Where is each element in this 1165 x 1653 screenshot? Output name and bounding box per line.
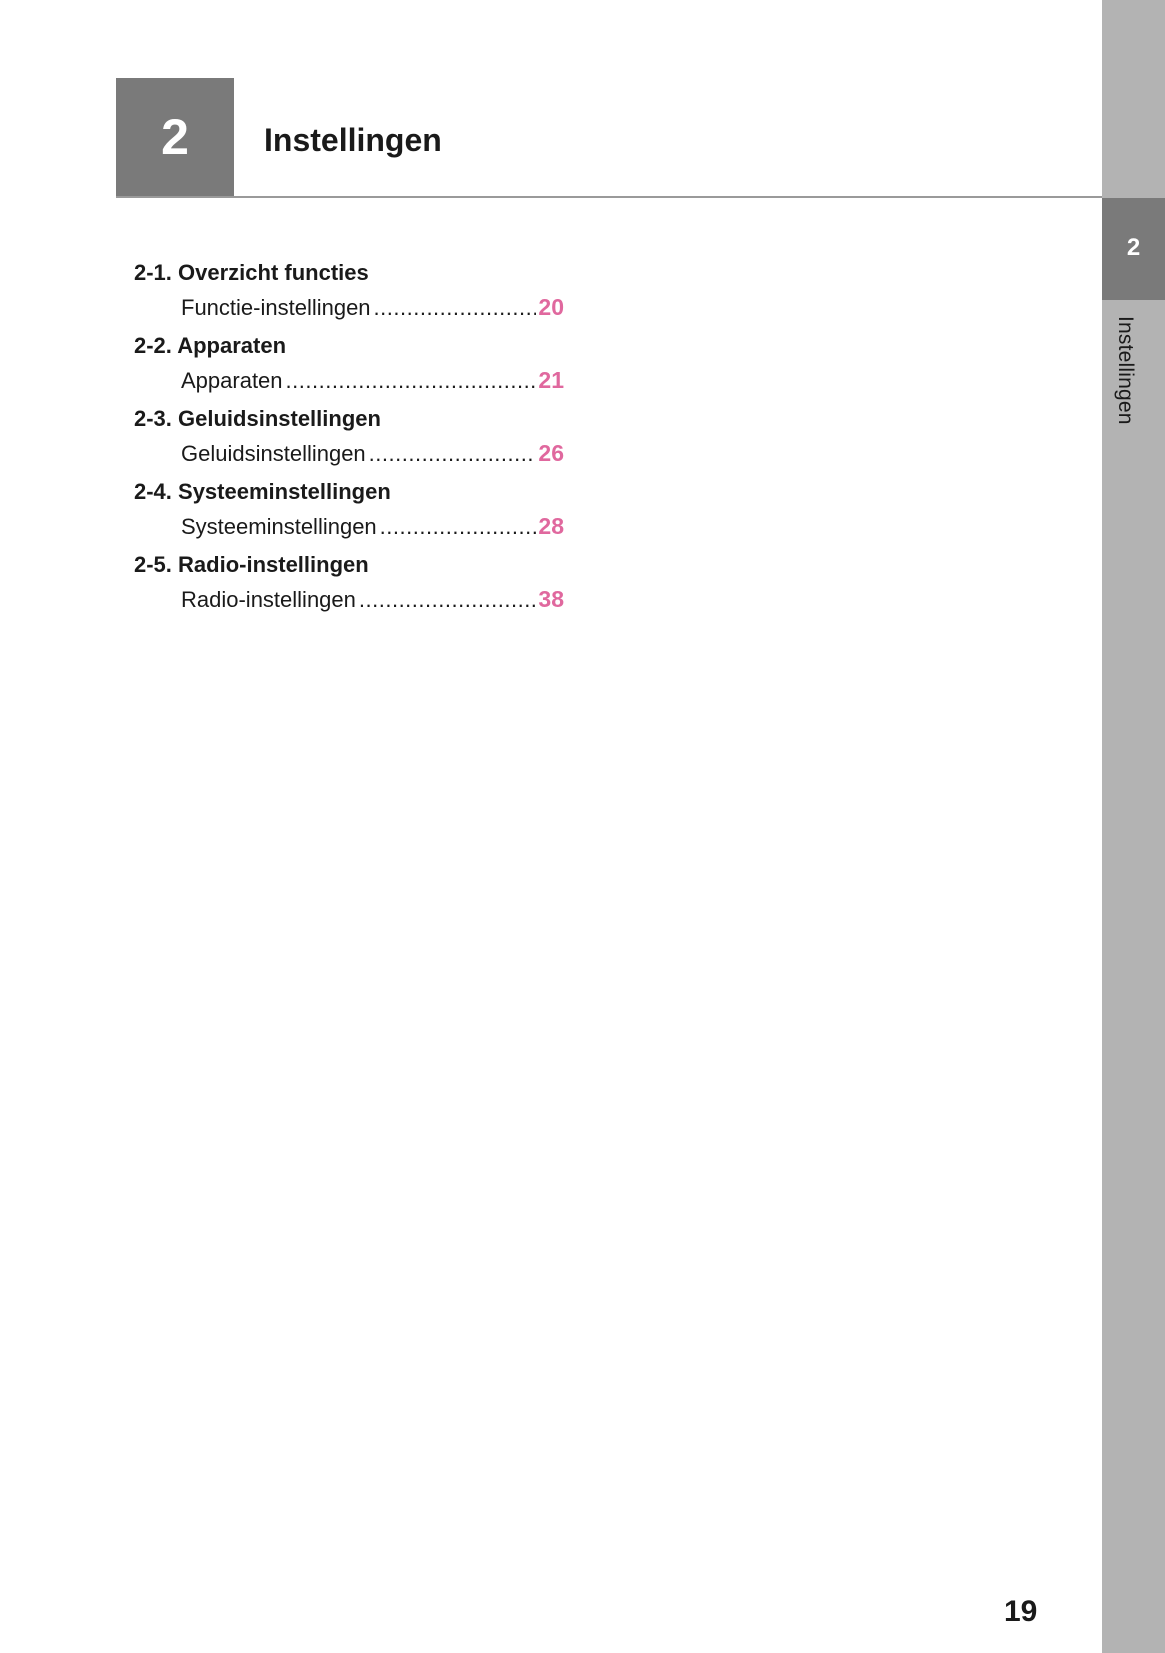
toc-section-heading: 2-2. Apparaten: [134, 333, 287, 358]
toc-page-reference[interactable]: 38: [538, 586, 564, 612]
toc-dot-leader: [359, 583, 537, 617]
toc-dot-leader: [369, 437, 537, 471]
page-number: 19: [1004, 1595, 1038, 1628]
toc-section: [134, 475, 564, 548]
toc-page-reference[interactable]: 28: [538, 513, 564, 539]
toc-section-heading: 2-5. Radio-instellingen: [134, 552, 369, 577]
toc-entry[interactable]: [134, 436, 564, 475]
toc-entry[interactable]: [134, 509, 564, 548]
toc-entry-label: Systeeminstellingen: [181, 514, 377, 539]
toc-section-heading: 2-3. Geluidsinstellingen: [134, 406, 381, 431]
toc-page-reference[interactable]: 20: [538, 294, 564, 320]
chapter-number-box: 2: [116, 78, 234, 196]
toc-dot-leader: [380, 510, 537, 544]
toc-section: [134, 329, 564, 402]
toc-section: [134, 402, 564, 475]
toc-section: [134, 256, 564, 329]
toc-dot-leader: [374, 291, 537, 325]
side-tab-chapter-label: Instellingen: [1114, 316, 1137, 425]
toc-entry[interactable]: [134, 582, 564, 621]
table-of-contents: [134, 256, 564, 621]
toc-entry-label: Radio-instellingen: [181, 587, 356, 612]
side-tab-chapter-number[interactable]: 2: [1102, 198, 1165, 300]
toc-entry-label: Geluidsinstellingen: [181, 441, 366, 466]
toc-dot-leader: [286, 364, 537, 398]
toc-page-reference[interactable]: 26: [538, 440, 564, 466]
toc-section-heading: 2-1. Overzicht functies: [134, 260, 369, 285]
toc-entry-label: Functie-instellingen: [181, 295, 371, 320]
toc-entry[interactable]: [134, 363, 564, 402]
toc-section-heading: 2-4. Systeeminstellingen: [134, 479, 391, 504]
chapter-title: Instellingen: [264, 122, 442, 158]
toc-entry[interactable]: [134, 290, 564, 329]
toc-entry-label: Apparaten: [181, 368, 283, 393]
chapter-divider: [116, 196, 1102, 198]
toc-page-reference[interactable]: 21: [538, 367, 564, 393]
toc-section: [134, 548, 564, 621]
